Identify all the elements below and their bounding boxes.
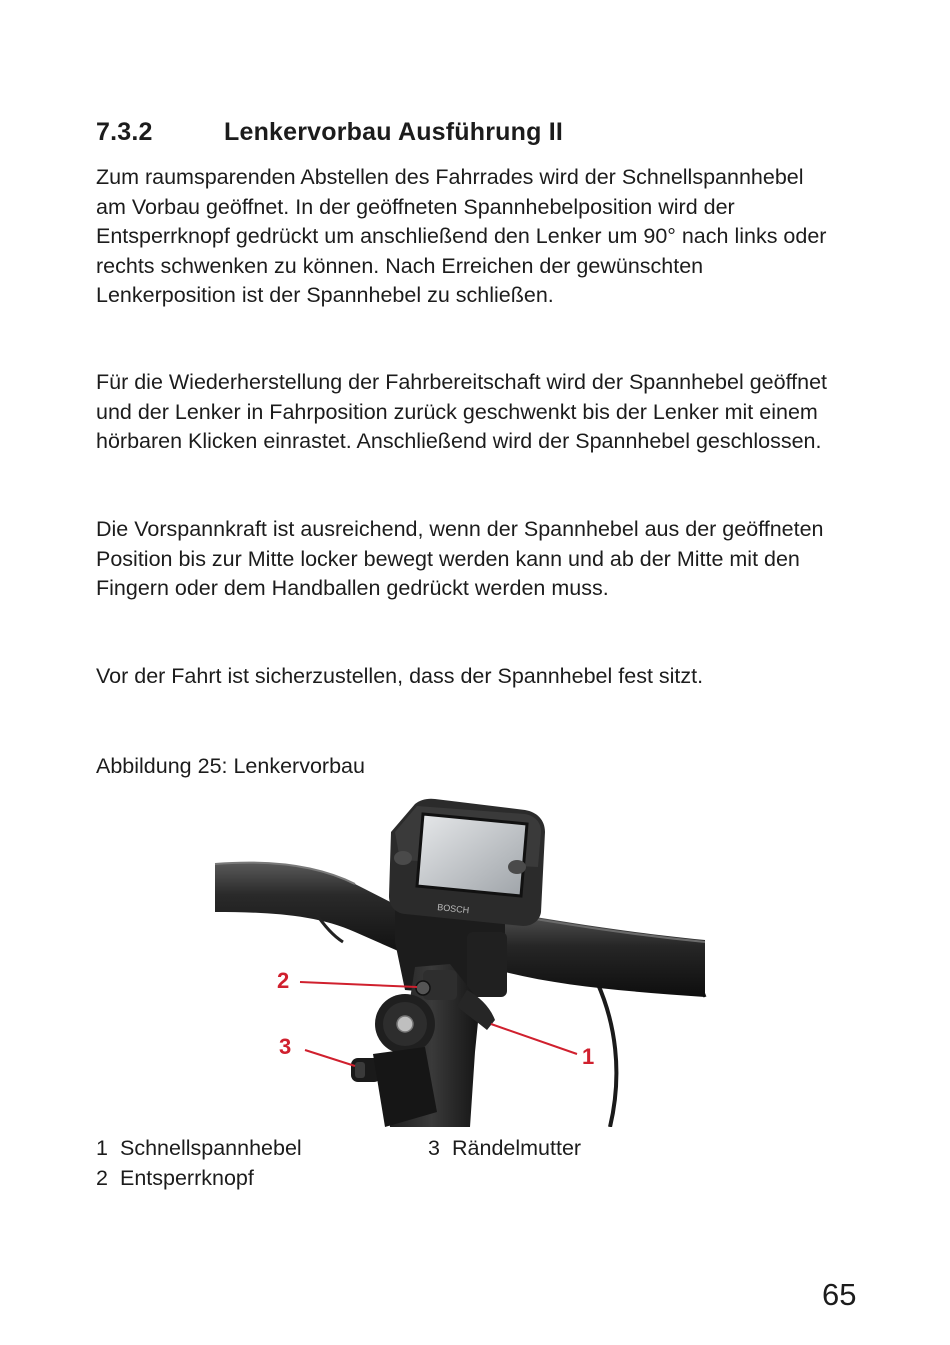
paragraph-folding: Zum raumsparenden Abstellen des Fahrrades wird der Schnellspannhebel am Vorbau geöffnet. In der geöffneten Spannhebelposition wird der Entsperrknopf gedrückt um anschließend den Lenker um 90° nach links oder rechts schwenken zu können. Nach Erreichen der gewünschten Lenkerposition ist der Spannhebel zu schließen. (96, 165, 827, 307)
legend-item (96, 1133, 302, 1163)
display-brand-label: BOSCH (436, 902, 470, 916)
figure-legend-left (96, 1133, 302, 1193)
legend-label: Entsperrknopf (120, 1166, 254, 1190)
section-title: Lenkervorbau Ausführung II (224, 118, 564, 146)
figure-caption: Abbildung 25: Lenkervorbau (96, 754, 365, 778)
legend-number: 2 (96, 1166, 108, 1190)
legend-number: 1 (96, 1136, 108, 1160)
paragraph-check: Vor der Fahrt ist sicherzustellen, dass der Spannhebel fest sitzt. (96, 664, 704, 688)
figure-legend-right (428, 1133, 581, 1163)
section-heading (96, 118, 563, 147)
legend-item (96, 1163, 302, 1193)
handlebar-stem-figure (205, 792, 715, 1127)
callout-number-1: 1 (582, 1044, 595, 1069)
legend-item (428, 1133, 581, 1163)
paragraph-preload: Die Vorspannkraft ist ausreichend, wenn der Spannhebel aus der geöffneten Position bis zur Mitte locker bewegt werden kann und ab der Mitte mit den Fingern oder dem Handballen gedrückt werden muss. (96, 517, 824, 600)
paragraph-restore: Für die Wiederherstellung der Fahrbereitschaft wird der Spannhebel geöffnet und der Lenker in Fahrposition zurück geschwenkt bis der Lenker mit einem hörbaren Klicken einrastet. Anschließend wird der Spannhebel geschlossen. (96, 370, 828, 453)
legend-label: Schnellspannhebel (120, 1136, 302, 1160)
legend-label: Rändelmutter (452, 1136, 582, 1160)
handlebar-stem-illustration (205, 792, 715, 1127)
page-number: 65 (822, 1277, 857, 1312)
legend-number: 3 (428, 1136, 440, 1160)
callout-number-2: 2 (277, 968, 290, 993)
section-number: 7.3.2 (96, 118, 153, 146)
callout-number-3: 3 (279, 1034, 292, 1059)
